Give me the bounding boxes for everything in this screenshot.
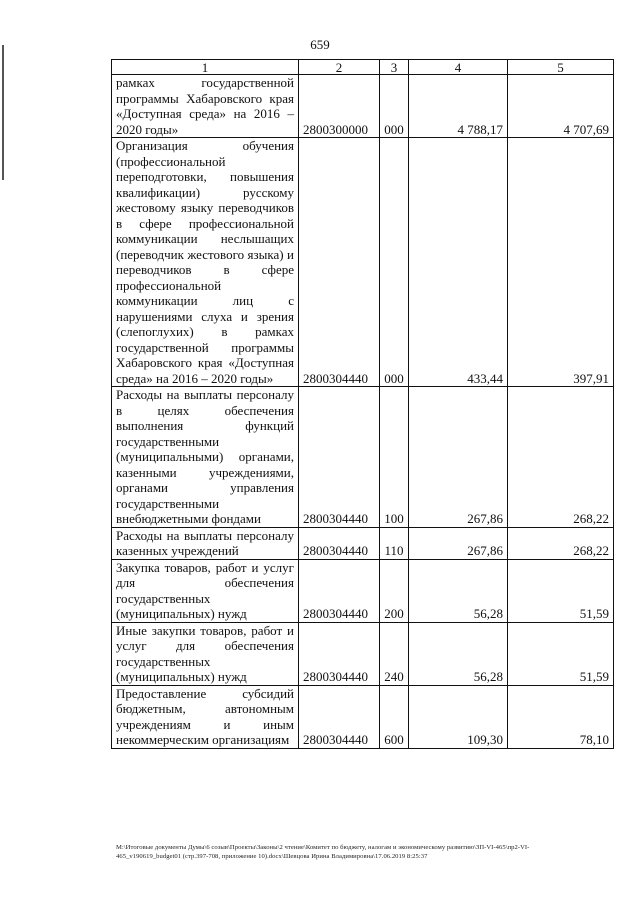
amount-year-2: 268,22 bbox=[508, 387, 614, 528]
amount-year-1: 56,28 bbox=[409, 559, 508, 622]
row-description: Расходы на выплаты персоналу в целях обеспечения выполнения функций государственными (муниципальными) органами, казенными учреждениями, органами управления государственными внебюджетными фондами bbox=[112, 387, 299, 528]
amount-year-1: 433,44 bbox=[409, 138, 508, 387]
expense-type-code: 000 bbox=[380, 75, 409, 138]
column-header: 3 bbox=[380, 60, 409, 75]
table-row bbox=[112, 75, 614, 138]
amount-year-2: 51,59 bbox=[508, 622, 614, 685]
expense-type-code: 200 bbox=[380, 559, 409, 622]
scan-edge-mark bbox=[2, 45, 4, 180]
target-article-code: 2800304440 bbox=[299, 138, 380, 387]
budget-table bbox=[111, 59, 614, 749]
table-row bbox=[112, 685, 614, 748]
target-article-code: 2800304440 bbox=[299, 387, 380, 528]
row-description: рамках государственной программы Хабаровского края «Доступная среда» на 2016 – 2020 годы» bbox=[112, 75, 299, 138]
table-row bbox=[112, 559, 614, 622]
amount-year-2: 78,10 bbox=[508, 685, 614, 748]
row-description: Иные закупки товаров, работ и услуг для обеспечения государственных (муниципальных) нужд bbox=[112, 622, 299, 685]
amount-year-2: 51,59 bbox=[508, 559, 614, 622]
table-header-row bbox=[112, 60, 614, 75]
amount-year-1: 267,86 bbox=[409, 387, 508, 528]
amount-year-1: 109,30 bbox=[409, 685, 508, 748]
expense-type-code: 100 bbox=[380, 387, 409, 528]
table-row bbox=[112, 527, 614, 559]
expense-type-code: 000 bbox=[380, 138, 409, 387]
amount-year-2: 268,22 bbox=[508, 527, 614, 559]
target-article-code: 2800304440 bbox=[299, 527, 380, 559]
table-row bbox=[112, 387, 614, 528]
document-path-footer bbox=[116, 844, 616, 861]
table-row bbox=[112, 138, 614, 387]
target-article-code: 2800304440 bbox=[299, 559, 380, 622]
column-header: 4 bbox=[409, 60, 508, 75]
amount-year-1: 4 788,17 bbox=[409, 75, 508, 138]
amount-year-2: 4 707,69 bbox=[508, 75, 614, 138]
row-description: Предоставление субсидий бюджетным, автономным учреждениям и иным некоммерческим организациям bbox=[112, 685, 299, 748]
column-header: 5 bbox=[508, 60, 614, 75]
footer-path-line: М:\Итоговые документы Думы\6 созыв\Проекты\Законы\2 чтение\Комитет по бюджету, налогам и экономическому развитию\ЗП-VI-465\пр2-VI- bbox=[116, 844, 530, 851]
amount-year-1: 267,86 bbox=[409, 527, 508, 559]
row-description: Закупка товаров, работ и услуг для обеспечения государственных (муниципальных) нужд bbox=[112, 559, 299, 622]
column-header: 1 bbox=[112, 60, 299, 75]
expense-type-code: 600 bbox=[380, 685, 409, 748]
target-article-code: 2800304440 bbox=[299, 685, 380, 748]
row-description: Расходы на выплаты персоналу казенных учреждений bbox=[112, 527, 299, 559]
table-row bbox=[112, 622, 614, 685]
column-header: 2 bbox=[299, 60, 380, 75]
target-article-code: 2800300000 bbox=[299, 75, 380, 138]
page-number: 659 bbox=[310, 37, 330, 52]
expense-type-code: 110 bbox=[380, 527, 409, 559]
amount-year-1: 56,28 bbox=[409, 622, 508, 685]
expense-type-code: 240 bbox=[380, 622, 409, 685]
row-description: Организация обучения (профессиональной переподготовки, повышения квалификации) русскому жестовому языку переводчиков в сфере профессиональной коммуникации неслышащих (переводчик жестового языка) и переводчиков в сфере профессиональной коммуникации лиц с нарушениями слуха и зрения (слепоглухих) в рамках государственной программы Хабаровского края «Доступная среда» на 2016 – 2020 годы» bbox=[112, 138, 299, 387]
target-article-code: 2800304440 bbox=[299, 622, 380, 685]
footer-path-line: 465_v190619_budget01 (стр.397-708, приложение 10).docx\Шевцова Ирина Владимировна\17.06.2019 8:25:37 bbox=[116, 852, 428, 860]
amount-year-2: 397,91 bbox=[508, 138, 614, 387]
